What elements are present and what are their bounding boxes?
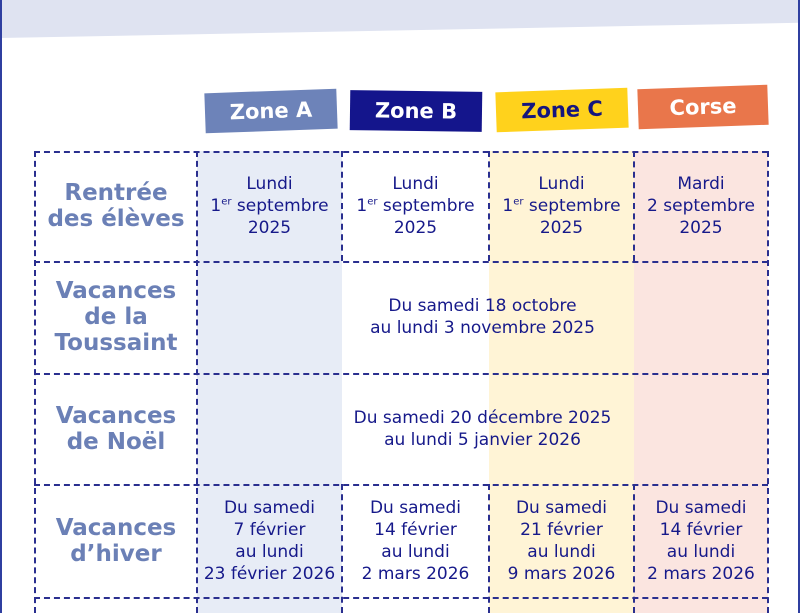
rentree-zone-b — [343, 153, 488, 259]
cell-line: au lundi — [527, 541, 596, 562]
cell-line: au lundi — [381, 541, 450, 562]
cell-line: Mardi — [677, 174, 725, 194]
date-superscript: er — [221, 196, 232, 208]
row-label-rentree — [36, 153, 196, 259]
zone-b-header: Zone B — [350, 90, 483, 132]
cell-line: 2025 — [539, 218, 584, 238]
zone-c-header: Zone C — [495, 88, 628, 133]
row-label-noel — [36, 375, 196, 482]
cell-line: 2 mars 2026 — [647, 563, 755, 584]
label-line: d’hiver — [70, 540, 162, 567]
cell-line: au lundi — [235, 541, 304, 562]
cell-line: Du samedi 20 décembre 2025 — [353, 407, 612, 428]
date-month: septembre — [523, 196, 621, 216]
label-line: des élèves — [47, 206, 185, 232]
cell-line — [356, 195, 474, 217]
cell-line: au lundi 5 janvier 2026 — [384, 429, 581, 450]
cell-line: Lundi — [392, 174, 439, 194]
cell-line: 9 mars 2026 — [507, 563, 616, 584]
cell-line: 21 février — [520, 519, 603, 540]
cell-line — [502, 195, 620, 217]
cell-line — [210, 195, 328, 217]
label-line: de la — [84, 304, 148, 330]
hiver-zone-a — [198, 486, 341, 595]
cell-line: 2 mars 2026 — [361, 563, 470, 584]
cell-line: 14 février — [374, 519, 457, 540]
date-superscript: er — [367, 196, 378, 208]
label-line: de Noël — [66, 428, 166, 455]
cell-line: 7 février — [233, 519, 306, 540]
date-superscript: er — [513, 196, 524, 208]
rentree-zone-a — [198, 153, 341, 259]
label-line: Vacances — [55, 402, 177, 429]
cell-line: Du samedi — [369, 497, 462, 518]
noel-all-zones — [198, 375, 767, 482]
cell-line: au lundi — [666, 541, 736, 562]
hiver-corse — [635, 486, 767, 595]
rentree-zone-c — [490, 153, 633, 259]
cell-line: Du samedi — [223, 497, 316, 518]
cell-line: Du samedi — [655, 497, 747, 518]
cell-line: Lundi — [538, 174, 585, 194]
cell-line: au lundi 3 novembre 2025 — [370, 318, 595, 338]
row-label-hiver — [36, 486, 196, 595]
hiver-zone-c — [490, 486, 633, 595]
grid-line — [767, 151, 769, 613]
label-line: Vacances — [55, 514, 177, 541]
cell-line: 2 septembre — [647, 196, 755, 216]
corse-header: Corse — [637, 85, 768, 130]
rentree-corse — [635, 153, 767, 259]
row-label-toussaint — [36, 263, 196, 371]
date-number: 1 — [502, 196, 514, 216]
label-line: Rentrée — [64, 180, 168, 206]
date-month: septembre — [377, 196, 475, 216]
hiver-zone-b — [343, 486, 488, 595]
date-number: 1 — [356, 196, 368, 216]
cell-line: Du samedi 18 octobre — [388, 296, 577, 316]
label-line: Toussaint — [54, 330, 178, 356]
date-month: septembre — [231, 196, 329, 216]
zone-a-header: Zone A — [204, 89, 337, 134]
label-line: Vacances — [55, 278, 177, 304]
cell-line: Du samedi — [515, 497, 608, 518]
cell-line: 14 février — [659, 519, 743, 540]
cell-line: 23 février 2026 — [203, 563, 336, 584]
toussaint-all-zones — [198, 263, 767, 371]
cell-line: 2025 — [393, 218, 438, 238]
date-number: 1 — [210, 196, 222, 216]
cell-line: 2025 — [247, 218, 292, 238]
cell-line: Lundi — [246, 174, 293, 194]
cell-line: 2025 — [679, 218, 723, 238]
grid-line — [34, 597, 768, 599]
